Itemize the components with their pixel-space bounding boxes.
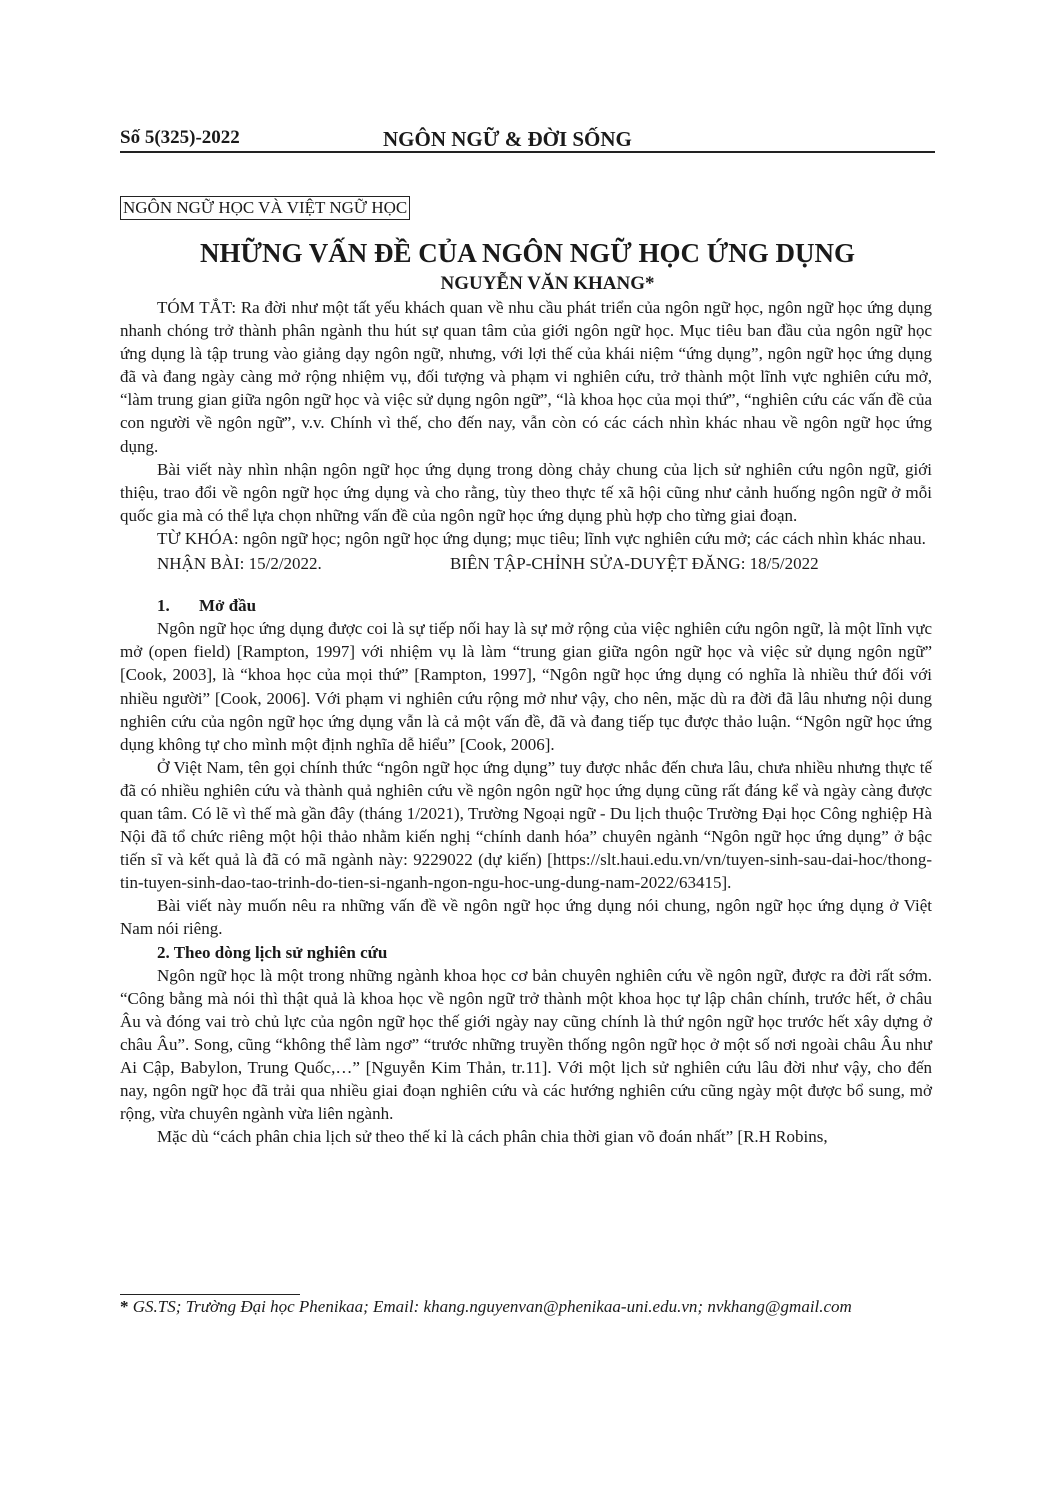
article-title: NHỮNG VẤN ĐỀ CỦA NGÔN NGỮ HỌC ỨNG DỤNG bbox=[200, 238, 855, 268]
article-author: NGUYỄN VĂN KHANG* bbox=[440, 273, 655, 294]
body-paragraph: Bài viết này muốn nêu ra những vấn đề về ngôn ngữ học ứng dụng nói chung, ngôn ngữ học ứng dụng ở Việt Nam nói riêng. bbox=[120, 896, 932, 939]
author-footnote bbox=[120, 1296, 932, 1318]
section-heading: 2. Theo dòng lịch sử nghiên cứu bbox=[157, 942, 388, 962]
footnote-text: GS.TS; Trường Đại học Phenikaa; Email: khang.nguyenvan@phenikaa-uni.edu.vn; nvkhang@gmail.com bbox=[128, 1297, 852, 1316]
accepted-date: BIÊN TẬP-CHỈNH SỬA-DUYỆT ĐĂNG: 18/5/2022 bbox=[450, 554, 819, 574]
body-paragraph: Ở Việt Nam, tên gọi chính thức “ngôn ngữ học ứng dụng” tuy được nhắc đến chưa lâu, chưa nhiều nhưng thực tế đã có nhiều nghiên cứu và thành quả nghiên cứu về ngôn ngôn ngữ học ứng dụng cũng rất đáng kể và ngày càng được quan tâm. Có lẽ vì thế mà gần đây (tháng 1/2021), Trường Ngoại ngữ - Du lịch thuộc Trường Đại học Công nghiệp Hà Nội đã tổ chức riêng một hội thảo nhằm kiến nghị “chính danh hóa” chuyên ngành “Ngôn ngữ học ứng dụng” ở bậc tiến sĩ và kết quả là đã có mã ngành này: 9229022 (dự kiến) [https://slt.haui.edu.vn/vn/tuyen-sinh-sau-dai-hoc/thong-tin-tuyen-sinh-dao-tao-trinh-do-tien-si-nganh-ngon-ngu-hoc-ung-dung-nam-2022/63415]. bbox=[120, 757, 932, 893]
body-paragraph: Ngôn ngữ học là một trong những ngành khoa học cơ bản chuyên nghiên cứu về ngôn ngữ, được ra đời rất sớm. “Công bằng mà nói thì thật quả là khoa học về ngôn ngữ trở thành một khoa học tự lập chân chính, trước hết, ở châu Âu và đóng vai trò chủ lực của ngôn ngữ học thế giới ngày nay cũng chính là thứ ngôn ngữ học trước hết xây dựng ở châu Âu”. Song, cũng “không thể làm ngơ” “trước những truyền thống ngôn ngữ học ở một số nơi ngoài châu Âu như Ai Cập, Babylon, Trung Quốc,…” [Nguyễn Kim Thản, tr.11]. Với một lịch sử nghiên cứu lâu đời như vậy, cho đến nay, ngôn ngữ học đã trải qua nhiều giai đoạn nghiên cứu và các hướng nghiên cứu cũng ngày một được bổ sung, mở rộng, vừa chuyên ngành vừa liên ngành. bbox=[120, 965, 932, 1124]
section-title: Mở đầu bbox=[199, 596, 257, 616]
abstract-paragraph: TÓM TẮT: Ra đời như một tất yếu khách quan về nhu cầu phát triển của ngôn ngữ học, ngôn ngữ học ứng dụng nhanh chóng trở thành phân ngành thu hút sự quan tâm của giới ngôn ngữ học. Mục tiêu ban đầu của ngôn ngữ học ứng dụng là tập trung vào giảng dạy ngôn ngữ, nhưng, với lợi thế của khái niệm “ứng dụng”, ngôn ngữ học ứng dụng đã và đang ngày càng mở rộng nhiệm vụ, đối tượng và phạm vi nghiên cứu, trở thành một lĩnh vực nghiên cứu mở, “làm trung gian giữa ngôn ngữ học và việc sử dụng ngôn ngữ”, “là khoa học của mọi thứ”, “nghiên cứu các vấn đề của con người về ngôn ngữ”, v.v. Chính vì thế, cho đến nay, vẫn còn có các cách nhìn khác nhau về ngôn ngữ học ứng dụng. bbox=[120, 298, 932, 456]
footnote-marker: * bbox=[120, 1297, 129, 1316]
received-date: NHẬN BÀI: 15/2/2022. bbox=[157, 554, 322, 574]
section-heading bbox=[120, 594, 932, 617]
body-paragraph: Mặc dù “cách phân chia lịch sử theo thế kỉ là cách phân chia thời gian võ đoán nhất” [R.H Robins, bbox=[157, 1127, 828, 1147]
body-paragraph: Ngôn ngữ học ứng dụng được coi là sự tiếp nối hay là sự mở rộng của việc nghiên cứu ngôn ngữ, là một lĩnh vực mở (open field) [Rampton, 1997] với nhiệm vụ là làm “trung gian giữa ngôn ngữ học và việc sử dụng ngôn ngữ” [Cook, 2003], là “khoa học của mọi thứ” [Rampton, 1997], “Ngôn ngữ học ứng dụng có nghĩa là nhiều thứ đối với nhiều người” [Cook, 2006]. Với phạm vi nghiên cứu rộng mở như vậy, cho nên, mặc dù ra đời đã lâu nhưng nội dung nghiên cứu của ngôn ngữ học ứng dụng vẫn là cả một vấn đề, đã và đang tiếp tục được thảo luận. “Ngôn ngữ học ứng dụng không tự cho mình một định nghĩa dễ hiểu” [Cook, 2006]. bbox=[120, 619, 932, 754]
journal-name: NGÔN NGỮ & ĐỜI SỐNG bbox=[383, 127, 632, 151]
footnote-rule bbox=[120, 1294, 300, 1295]
section-label: NGÔN NGỮ HỌC VÀ VIỆT NGỮ HỌC bbox=[120, 196, 410, 220]
running-header bbox=[120, 127, 935, 159]
section-number: 1. bbox=[157, 596, 170, 616]
article-dates bbox=[120, 552, 932, 575]
keywords: TỪ KHÓA: ngôn ngữ học; ngôn ngữ học ứng dụng; mục tiêu; lĩnh vực nghiên cứu mở; các cách nhìn khác nhau. bbox=[157, 528, 926, 548]
issue-number: Số 5(325)-2022 bbox=[120, 127, 240, 148]
article-body bbox=[120, 296, 932, 1148]
abstract-paragraph: Bài viết này nhìn nhận ngôn ngữ học ứng dụng trong dòng chảy chung của lịch sử nghiên cứu ngôn ngữ, giới thiệu, trao đổi về ngôn ngữ học ứng dụng và cho rằng, tùy theo thực tế xã hội cũng như cảnh huống ngôn ngữ ở mỗi quốc gia mà có thể lựa chọn những vấn đề của ngôn ngữ học ứng dụng phù hợp cho từng giai đoạn. bbox=[120, 459, 932, 525]
header-rule bbox=[120, 151, 935, 153]
